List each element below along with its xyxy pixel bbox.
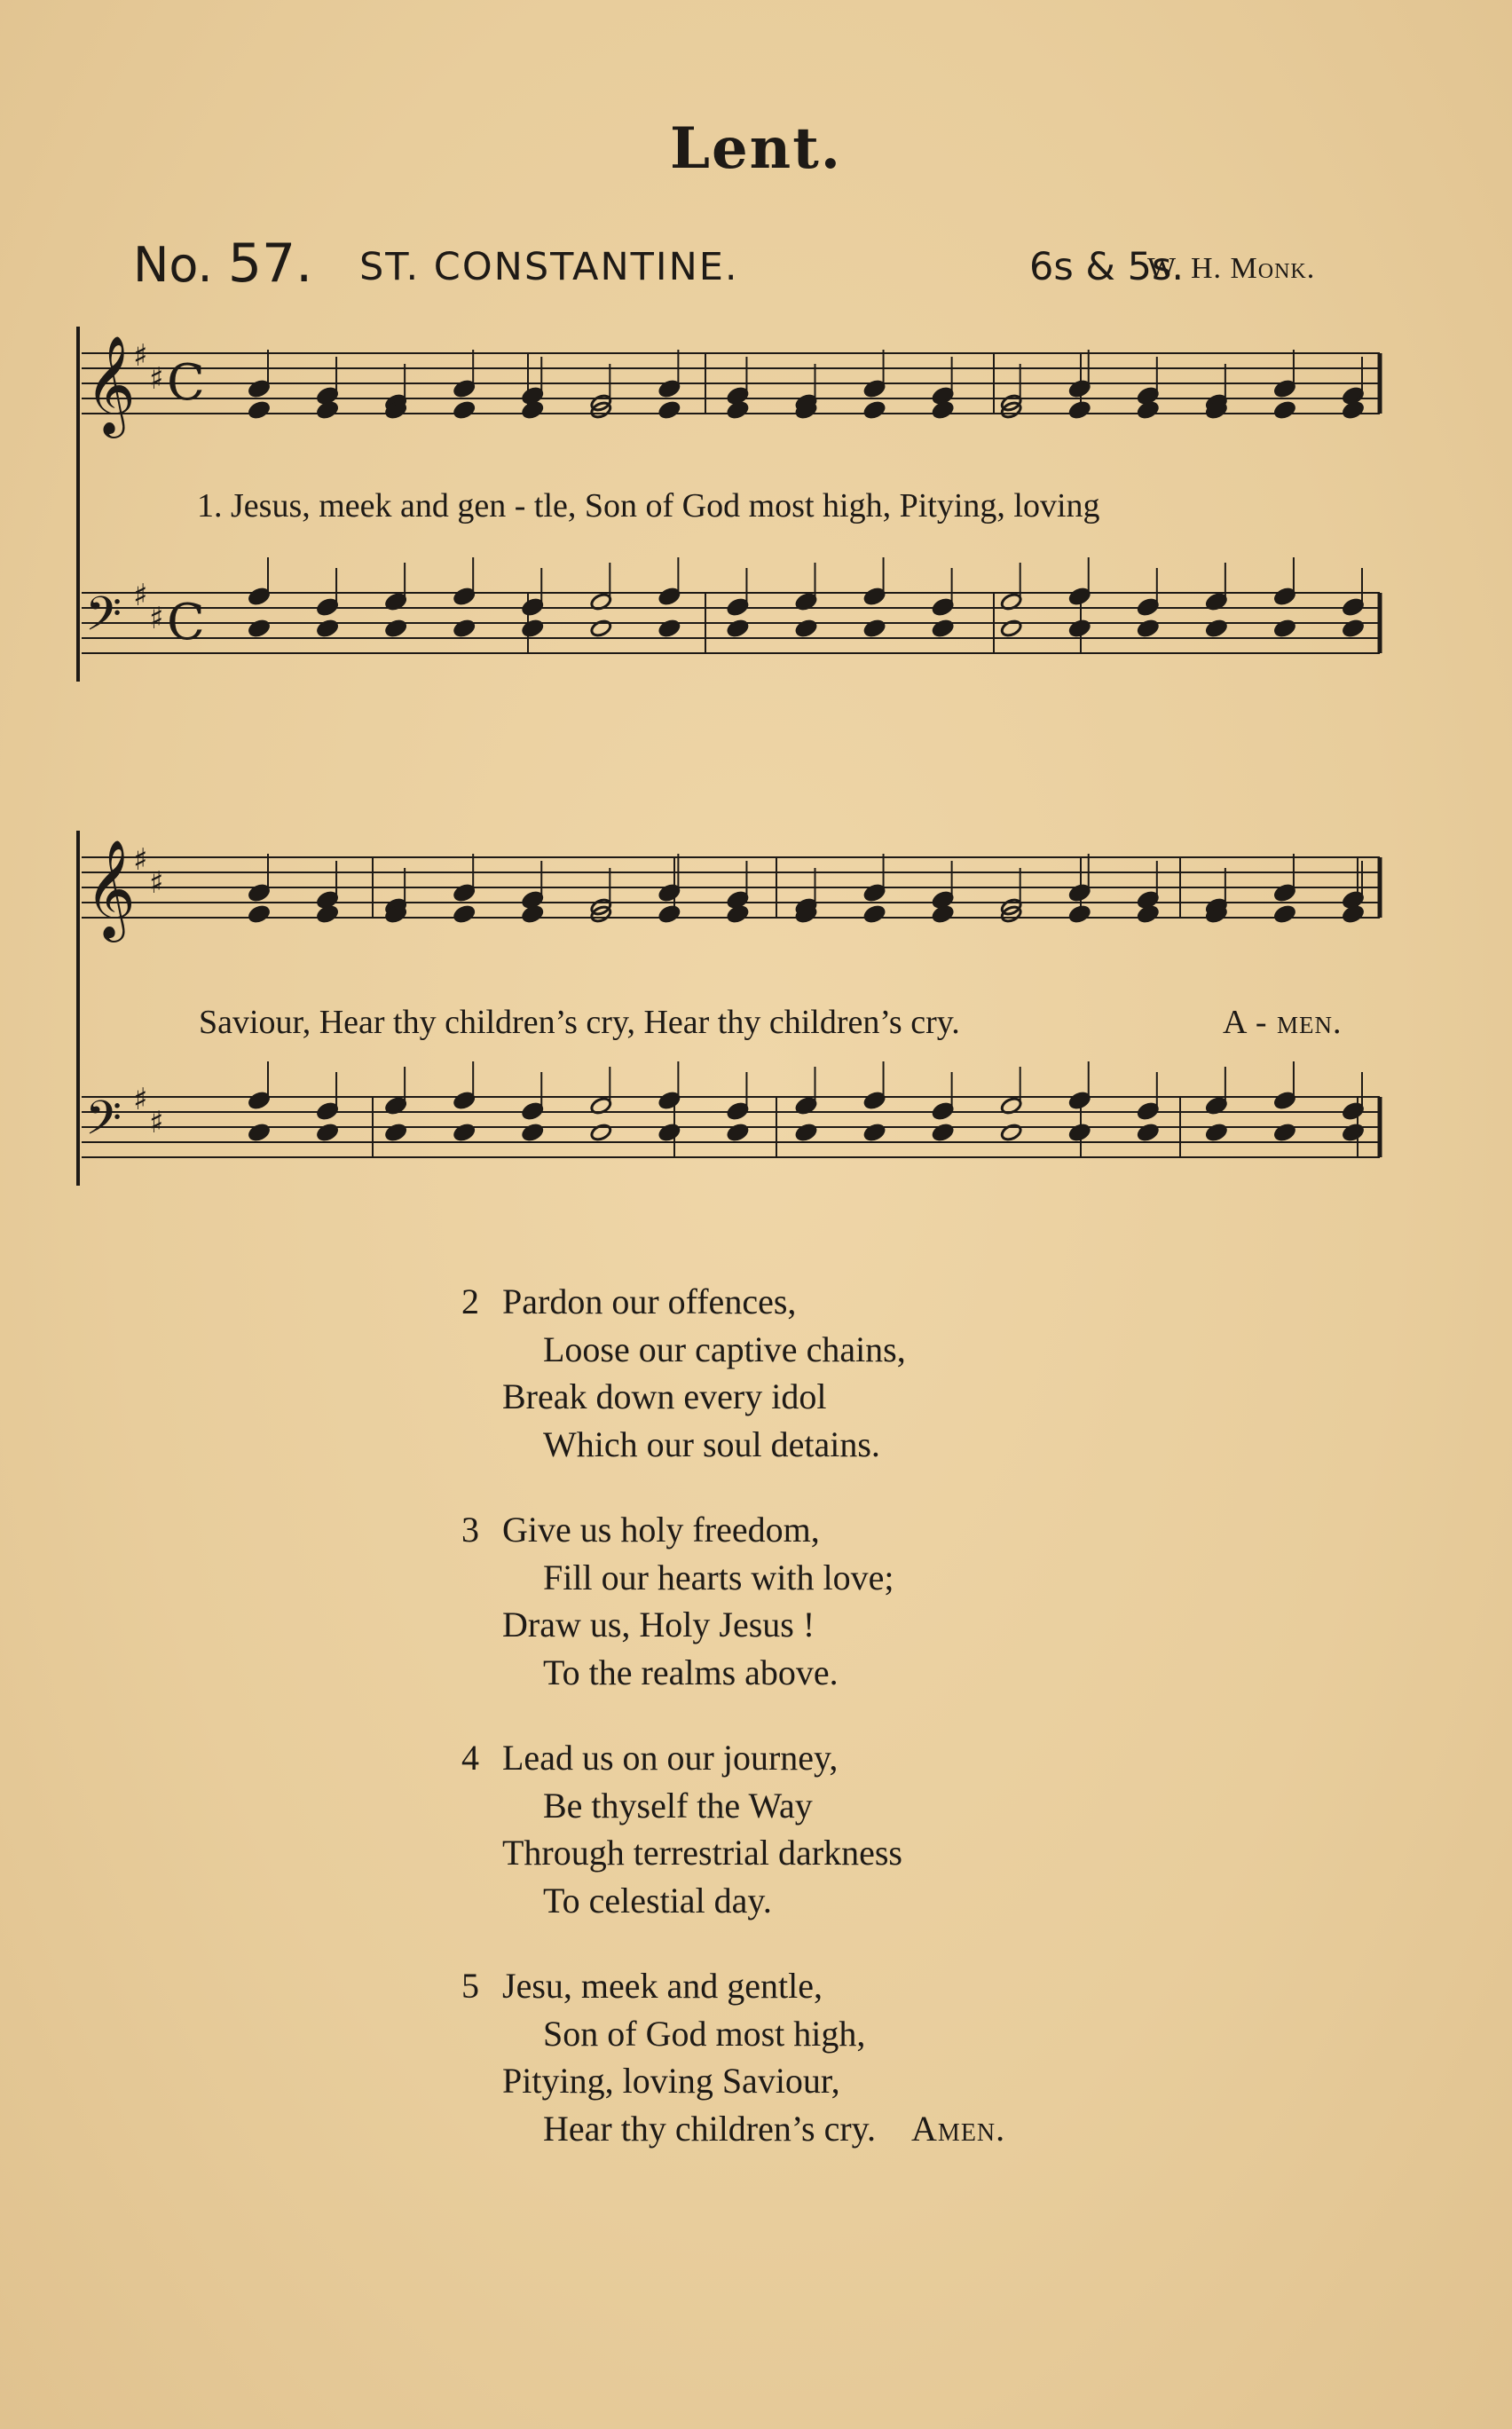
- note-head: [384, 1123, 407, 1142]
- note-head: [1273, 1123, 1296, 1142]
- note-head: [316, 1123, 339, 1142]
- note-head: [248, 904, 271, 924]
- note-head: [658, 1123, 681, 1142]
- note-head: [316, 904, 339, 924]
- note-head: [1137, 904, 1160, 924]
- sharp-icon: ♯: [149, 601, 164, 636]
- note-head: [795, 1123, 818, 1142]
- note-head: [863, 400, 886, 420]
- note-head: [521, 904, 544, 924]
- treble-clef-icon: 𝄞: [85, 839, 136, 938]
- note-head: [658, 400, 681, 420]
- stanza-4: [461, 1734, 1260, 1924]
- note-head: [1137, 1123, 1160, 1142]
- note-head: [1205, 1123, 1228, 1142]
- verse-line: Loose our captive chains,: [543, 1329, 906, 1369]
- sharp-icon: ♯: [133, 1082, 148, 1117]
- note-head: [453, 1123, 476, 1142]
- note-head: [1068, 1123, 1091, 1142]
- note-head: [1342, 904, 1365, 924]
- note-head: [248, 1123, 271, 1142]
- stanza-5: [461, 1962, 1260, 2152]
- verse-line: Fill our hearts with love;: [543, 1557, 894, 1597]
- note-head: [316, 619, 339, 638]
- note-head: [932, 1123, 955, 1142]
- note-head: [1273, 400, 1296, 420]
- common-time-icon: C: [167, 354, 205, 412]
- sharp-icon: ♯: [133, 578, 148, 613]
- note-head: [727, 619, 750, 638]
- lyrics-line-1: 1. Jesus, meek and gen - tle, Son of God most high, Pitying, loving: [197, 487, 1100, 524]
- stanza-number: 4: [461, 1738, 479, 1778]
- stanza-number: 2: [461, 1282, 479, 1321]
- note-head: [1342, 1123, 1365, 1142]
- verse-line: Pardon our offences,: [502, 1282, 797, 1321]
- sharp-icon: ♯: [149, 361, 164, 397]
- composer: W. H. Monk.: [1147, 252, 1316, 285]
- note-head: [727, 1123, 750, 1142]
- note-head: [1000, 619, 1023, 638]
- stanza-2: [461, 1278, 1260, 1468]
- verse-line: Lead us on our journey,: [502, 1738, 839, 1778]
- section-title: Lent.: [669, 115, 843, 182]
- verse-line: Hear thy children’s cry.: [543, 2108, 877, 2149]
- note-head: [727, 904, 750, 924]
- note-head: [1205, 619, 1228, 638]
- note-head: [521, 1123, 544, 1142]
- tune-name: ST. CONSTANTINE.: [359, 245, 739, 289]
- note-head: [453, 904, 476, 924]
- note-head: [1342, 400, 1365, 420]
- verse-line: To the realms above.: [543, 1652, 839, 1692]
- note-head: [1273, 619, 1296, 638]
- note-head: [727, 400, 750, 420]
- amen-lyric: A - men.: [1223, 1004, 1343, 1041]
- sharp-icon: ♯: [133, 842, 148, 878]
- note-head: [863, 619, 886, 638]
- verse-line: Pitying, loving Saviour,: [502, 2061, 840, 2101]
- note-head: [384, 619, 407, 638]
- verse-line: Jesu, meek and gentle,: [502, 1966, 823, 2006]
- note-head: [1342, 619, 1365, 638]
- meter: 6s & 5s.: [1029, 245, 1185, 289]
- sharp-icon: ♯: [149, 1105, 164, 1140]
- treble-clef-icon: 𝄞: [85, 335, 136, 434]
- note-head: [1000, 1123, 1023, 1142]
- note-head: [521, 400, 544, 420]
- note-head: [863, 904, 886, 924]
- note-head: [248, 619, 271, 638]
- note-head: [316, 400, 339, 420]
- verse-line: Son of God most high,: [543, 2013, 866, 2054]
- note-head: [795, 619, 818, 638]
- lyrics-line-2: Saviour, Hear thy children’s cry, Hear thy children’s cry.: [199, 1004, 960, 1041]
- note-head: [658, 619, 681, 638]
- hymn-number-prefix: No.: [133, 237, 213, 293]
- final-amen: Amen.: [911, 2108, 1006, 2149]
- verse-line: Draw us, Holy Jesus !: [502, 1605, 815, 1644]
- stanza-3: [461, 1506, 1260, 1696]
- note-head: [1068, 400, 1091, 420]
- verses: [461, 1278, 1260, 2190]
- sharp-icon: ♯: [133, 338, 148, 374]
- note-head: [521, 619, 544, 638]
- note-head: [1137, 400, 1160, 420]
- note-head: [658, 904, 681, 924]
- note-head: [453, 619, 476, 638]
- verse-line: Give us holy freedom,: [502, 1510, 820, 1550]
- note-head: [932, 904, 955, 924]
- note-head: [453, 400, 476, 420]
- note-head: [932, 400, 955, 420]
- note-head: [1068, 619, 1091, 638]
- note-head: [589, 619, 612, 638]
- verse-line: Through terrestrial darkness: [502, 1833, 902, 1873]
- note-head: [932, 619, 955, 638]
- note-head: [1273, 904, 1296, 924]
- stanza-number: 3: [461, 1510, 479, 1550]
- sharp-icon: ♯: [149, 865, 164, 901]
- hymn-number-value: 57.: [227, 233, 313, 295]
- note-head: [248, 400, 271, 420]
- verse-line: Which our soul detains.: [543, 1423, 880, 1464]
- note-head: [863, 1123, 886, 1142]
- bass-clef-icon: 𝄢: [85, 588, 122, 653]
- verse-line: To celestial day.: [543, 1880, 772, 1920]
- note-head: [1068, 904, 1091, 924]
- bass-clef-icon: 𝄢: [85, 1092, 122, 1157]
- stanza-number: 5: [461, 1966, 479, 2006]
- note-head: [589, 1123, 612, 1142]
- verse-line: Be thyself the Way: [543, 1785, 813, 1826]
- note-head: [1137, 619, 1160, 638]
- verse-line: Break down every idol: [502, 1376, 827, 1416]
- common-time-icon: C: [167, 594, 205, 651]
